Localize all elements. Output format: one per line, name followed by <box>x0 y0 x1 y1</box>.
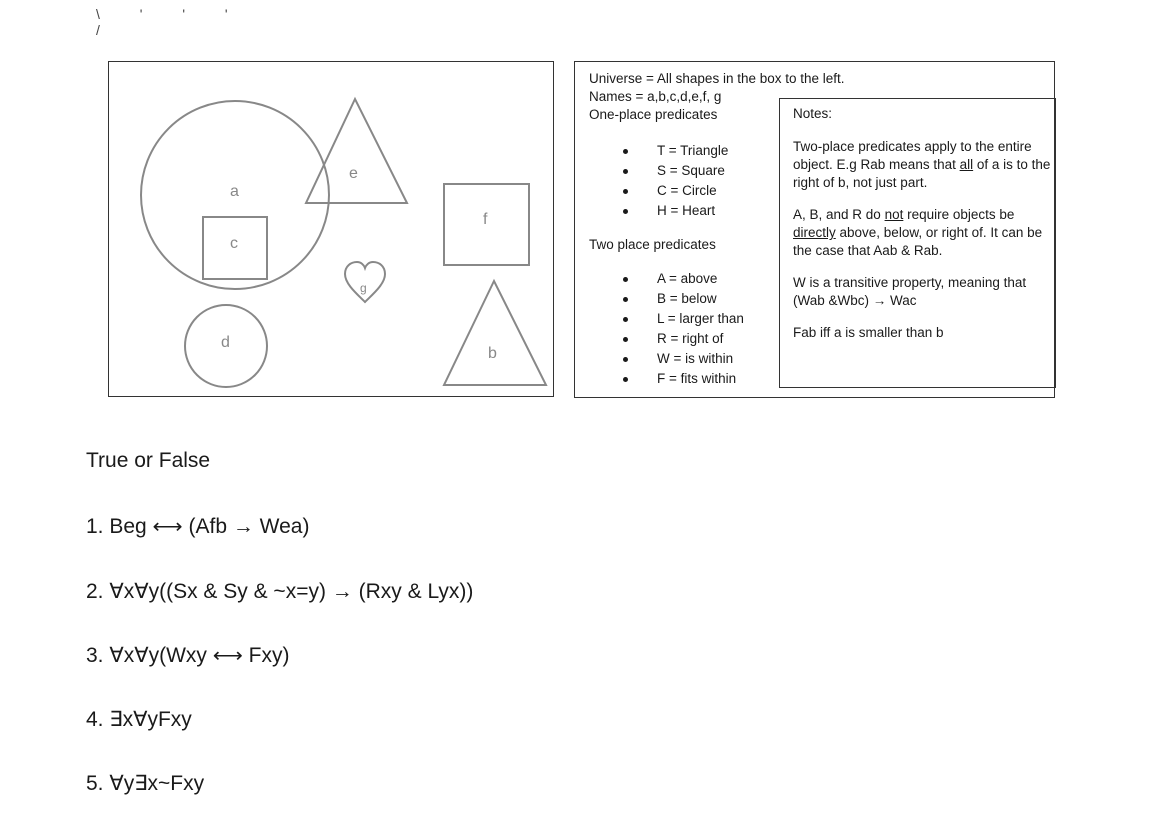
list-item: W = is within <box>575 349 744 369</box>
shapes-svg <box>109 62 555 398</box>
list-item: F = fits within <box>575 369 744 389</box>
two-place-list <box>575 269 744 389</box>
label-a: a <box>230 183 239 200</box>
note-text: above, below, or right of. It can be the case that Aab & Rab. <box>793 225 1043 258</box>
section-title: True or False <box>86 449 211 472</box>
label-e: e <box>349 165 358 182</box>
note-text: Two-place predicates apply to the entire object. E.g Rab means that <box>793 139 1032 172</box>
note-text: of a is to the right of b, not just part. <box>793 157 1051 190</box>
label-c: c <box>230 235 238 252</box>
note-underline: all <box>959 157 974 172</box>
two-place-title: Two place predicates <box>589 237 716 252</box>
list-item: S = Square <box>575 161 728 181</box>
question-2: 2. ∀x∀y((Sx & Sy & ~x=y) → (Rxy & Lyx)) <box>86 580 474 603</box>
note-2 <box>793 206 1055 260</box>
predicates-panel <box>574 61 1055 398</box>
note-underline: directly <box>793 225 836 240</box>
list-item: T = Triangle <box>575 141 728 161</box>
note-3: W is a transitive property, meaning that (Wab &Wbc) → Wac <box>793 275 1027 308</box>
universe-text: Universe = All shapes in the box to the left. <box>589 71 845 86</box>
question-3: 3. ∀x∀y(Wxy ⟷ Fxy) <box>86 644 290 667</box>
names-text: Names = a,b,c,d,e,f, g <box>589 89 722 104</box>
note-underline: not <box>884 207 904 222</box>
one-place-list <box>575 141 728 221</box>
note-text: A, B, and R do <box>793 207 885 222</box>
list-item: C = Circle <box>575 181 728 201</box>
question-1: 1. Beg ⟷ (Afb → Wea) <box>86 515 310 538</box>
cut-off-text: \ ' ' ' / <box>96 6 246 38</box>
list-item: R = right of <box>575 329 744 349</box>
list-item: B = below <box>575 289 744 309</box>
list-item: L = larger than <box>575 309 744 329</box>
label-b: b <box>488 345 497 362</box>
triangle-b <box>444 281 546 385</box>
note-1 <box>793 138 1055 192</box>
list-item: H = Heart <box>575 201 728 221</box>
question-4: 4. ∃x∀yFxy <box>86 708 192 731</box>
notes-title: Notes: <box>793 106 833 121</box>
label-f: f <box>483 211 488 228</box>
question-5: 5. ∀y∃x~Fxy <box>86 772 205 795</box>
triangle-e <box>306 99 407 203</box>
list-item: A = above <box>575 269 744 289</box>
one-place-title: One-place predicates <box>589 107 718 122</box>
label-g: g <box>360 281 367 295</box>
notes-box <box>779 98 1056 388</box>
label-d: d <box>221 334 230 351</box>
note-text: require objects be <box>903 207 1015 222</box>
shapes-diagram <box>108 61 554 397</box>
note-4: Fab iff a is smaller than b <box>793 325 944 340</box>
